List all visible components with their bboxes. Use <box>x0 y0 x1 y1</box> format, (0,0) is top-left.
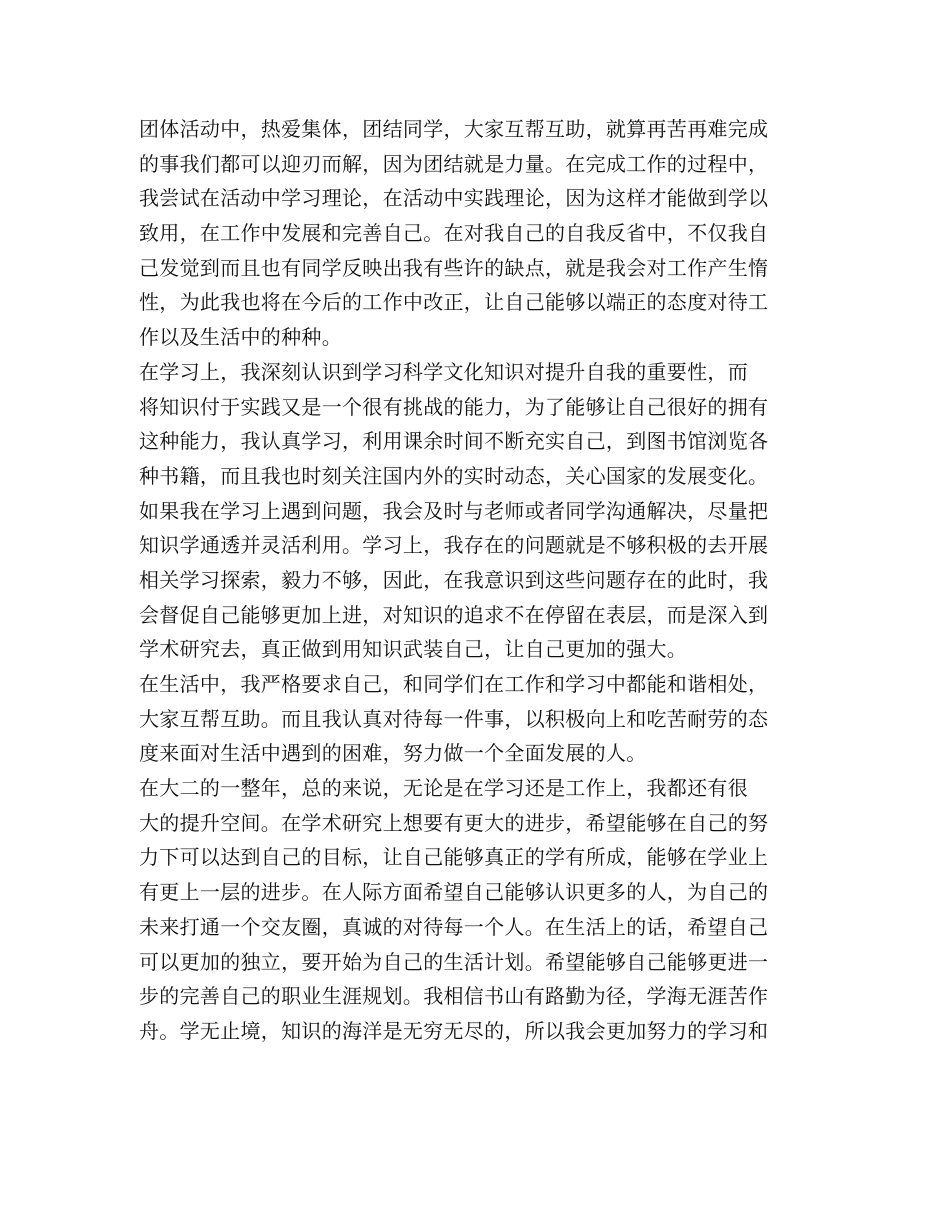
text-line: 未来打通一个交友圈，真诚的对待每一个人。在生活上的话，希望自己 <box>139 914 769 939</box>
text-line: 有更上一层的进步。在人际方面希望自己能够认识更多的人，为自己的 <box>139 880 769 905</box>
text-line: 种书籍，而且我也时刻关注国内外的实时动态，关心国家的发展变化。 <box>139 463 769 488</box>
text-line: 团体活动中，热爱集体，团结同学，大家互帮互助，就算再苦再难完成 <box>139 117 769 141</box>
text-line: 学术研究去，真正做到用知识武装自己，让自己更加的强大。 <box>139 637 688 662</box>
text-line: 的事我们都可以迎刃而解，因为团结就是力量。在完成工作的过程中， <box>139 151 769 176</box>
text-line: 知识学通透并灵活利用。学习上，我存在的问题就是不够积极的去开展 <box>139 533 769 558</box>
body-text <box>139 112 839 1049</box>
text-line: 在生活中，我严格要求自己，和同学们在工作和学习中都能和谐相处， <box>139 672 769 696</box>
text-line: 在学习上，我深刻认识到学习科学文化知识对提升自我的重要性，而 <box>139 359 748 384</box>
text-line: 在大二的一整年，总的来说，无论是在学习还是工作上，我都还有很 <box>139 776 748 801</box>
text-line: 力下可以达到自己的目标，让自己能够真正的学有所成，能够在学业上 <box>139 845 769 870</box>
text-line: 步的完善自己的职业生涯规划。我相信书山有路勤为径，学海无涯苦作 <box>139 984 769 1009</box>
text-line: 将知识付于实践又是一个很有挑战的能力，为了能够让自己很好的拥有 <box>139 394 769 419</box>
text-line: 相关学习探索，毅力不够，因此，在我意识到这些问题存在的此时，我 <box>139 567 769 592</box>
text-line: 如果我在学习上遇到问题，我会及时与老师或者同学沟通解决，尽量把 <box>139 498 769 523</box>
text-line: 作以及生活中的种种。 <box>139 325 342 350</box>
text-line: 大的提升空间。在学术研究上想要有更大的进步，希望能够在自己的努 <box>139 810 769 835</box>
text-line: 我尝试在活动中学习理论，在活动中实践理论，因为这样才能做到学以 <box>139 186 769 211</box>
text-line: 舟。学无止境，知识的海洋是无穷无尽的，所以我会更加努力的学习和 <box>139 1018 769 1043</box>
text-line: 这种能力，我认真学习，利用课余时间不断充实自己，到图书馆浏览各 <box>139 429 769 454</box>
text-line: 己发觉到而且也有同学反映出我有些许的缺点，就是我会对工作产生惰 <box>139 255 769 280</box>
text-line: 度来面对生活中遇到的困难，努力做一个全面发展的人。 <box>139 741 647 766</box>
text-line: 性，为此我也将在今后的工作中改正，让自己能够以端正的态度对待工 <box>139 290 769 315</box>
text-line: 会督促自己能够更加上进，对知识的追求不在停留在表层，而是深入到 <box>139 602 769 627</box>
text-line: 可以更加的独立，要开始为自己的生活计划。希望能够自己能够更进一 <box>139 949 769 974</box>
text-line: 大家互帮互助。而且我认真对待每一件事，以积极向上和吃苦耐劳的态 <box>139 706 769 731</box>
text-line: 致用，在工作中发展和完善自己。在对我自己的自我反省中，不仅我自 <box>139 221 769 246</box>
